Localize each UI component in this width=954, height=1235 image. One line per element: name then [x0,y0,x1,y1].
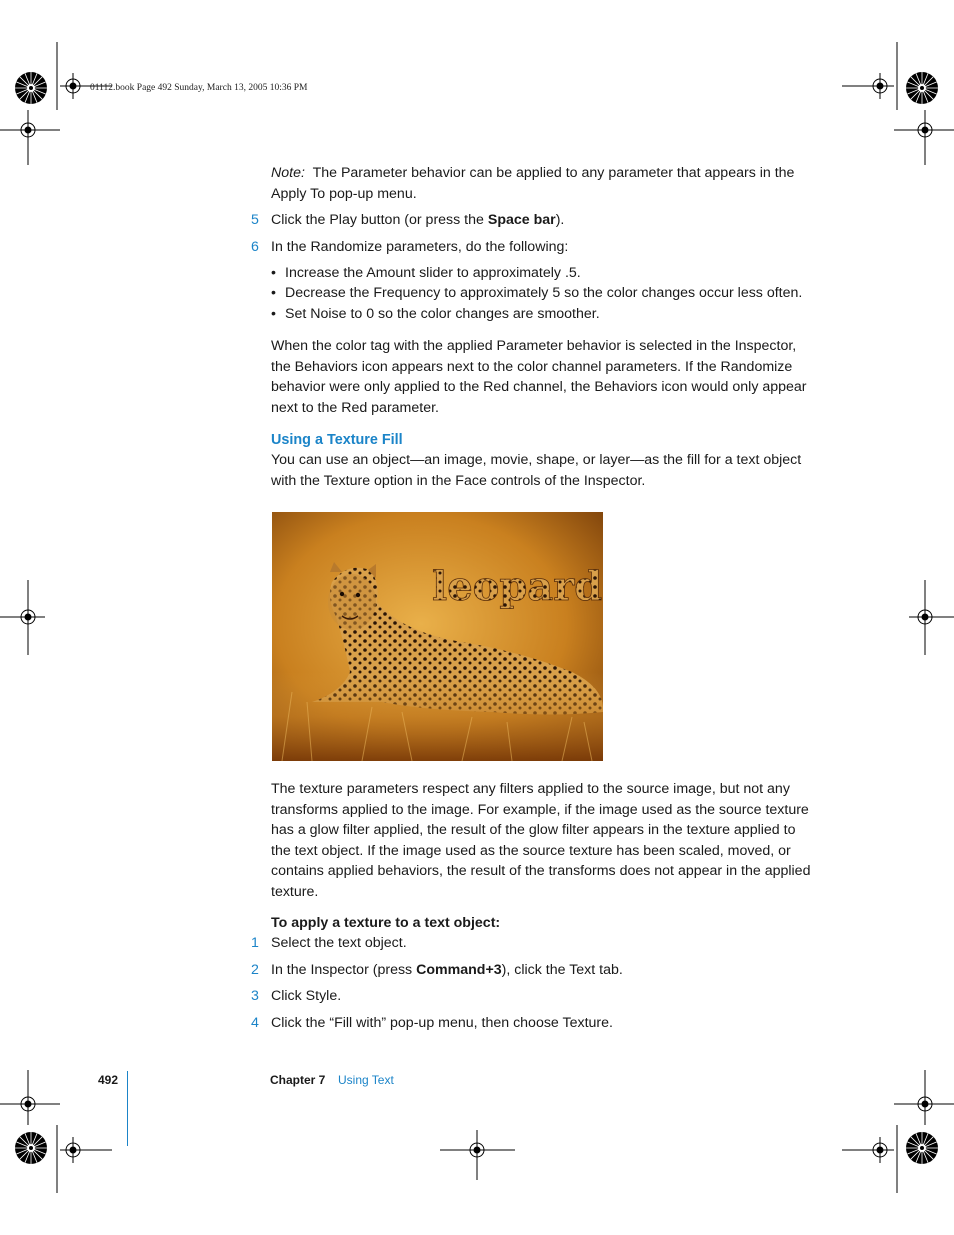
step-text: In the Randomize parameters, do the following: [271,239,569,255]
paragraph-line: transforms applied to the image. For example, if the image used as the source texture [271,801,809,818]
step-text: Click Style. [271,988,342,1004]
paragraph-line: contains applied behaviors, the result of the transforms does not appear in the applied [271,863,811,879]
paragraph-line: The texture parameters respect any filters applied to the source image, but not any [271,781,790,797]
paragraph-line: You can use an object—an image, movie, shape, or layer—as the fill for a text object [271,452,802,468]
bullet-item: Decrease the Frequency to approximately 5 so the color changes occur less often. [285,285,803,301]
paragraph-line: When the color tag with the applied Parameter behavior is selected in the Inspector, [271,338,797,354]
procedure-heading: To apply a texture to a text object: [271,915,501,931]
body-paragraph [271,450,831,491]
section-heading: Using a Texture Fill [271,432,403,448]
paragraph-line: with the Texture option in the Face controls of the Inspector. [271,472,646,489]
print-slug: 01112.book Page 492 Sunday, March 13, 2005 10:36 PM [90,83,308,93]
step-text [271,210,831,231]
paragraph-line: the Behaviors icon appears next to the color channel parameters. If the Randomize [271,358,793,375]
paragraph-line: next to the Red parameter. [271,399,439,416]
step-number: 1 [251,935,259,951]
step-number: 2 [251,962,259,978]
bullet-item: Increase the Amount slider to approximately .5. [285,265,581,281]
page-number: 492 [98,1073,119,1087]
step-number: 4 [251,1015,259,1031]
paragraph-line: the text object. If the image used as the source texture has been scaled, moved, or [271,842,791,859]
step-text: Select the text object. [271,935,407,951]
step-text-part: ). [555,212,565,228]
step-text-part: ), click the Text tab. [501,962,623,978]
chapter-label: Chapter 7 [270,1073,326,1087]
note-text-line2: Apply To pop-up menu. [271,185,417,202]
step-text [271,960,831,981]
leopard-image [272,512,603,761]
body-paragraph [271,779,831,902]
bullet-icon: • [271,265,276,281]
step-number: 5 [251,212,259,228]
leopard-word: leopard [432,563,603,610]
footer-divider [127,1071,128,1146]
paragraph-line: behavior were only applied to the Red channel, the Behaviors icon would only appear [271,379,807,395]
step-number: 6 [251,239,259,255]
paragraph-line: texture. [271,883,319,900]
key-name: Command+3 [416,962,502,978]
body-paragraph [271,336,831,418]
paragraph-line: has a glow filter applied, the result of the glow filter appears in the texture applied to [271,822,796,838]
bullet-icon: • [271,285,276,301]
bullet-item: Set Noise to 0 so the color changes are smoother. [285,306,600,322]
key-name: Space bar [487,212,556,228]
step-number: 3 [251,988,259,1004]
bullet-icon: • [271,306,276,322]
chapter-title: Using Text [338,1073,394,1087]
note-text-line1: The Parameter behavior can be applied to any parameter that appears in the [312,165,795,181]
note-paragraph [271,163,831,204]
step-text-part: Click the Play button (or press the [271,212,488,228]
leopard-figure [272,512,603,761]
step-text: Click the “Fill with” pop-up menu, then choose Texture. [271,1015,613,1031]
note-label: Note: [271,165,305,181]
step-text-part: In the Inspector (press [271,962,417,978]
